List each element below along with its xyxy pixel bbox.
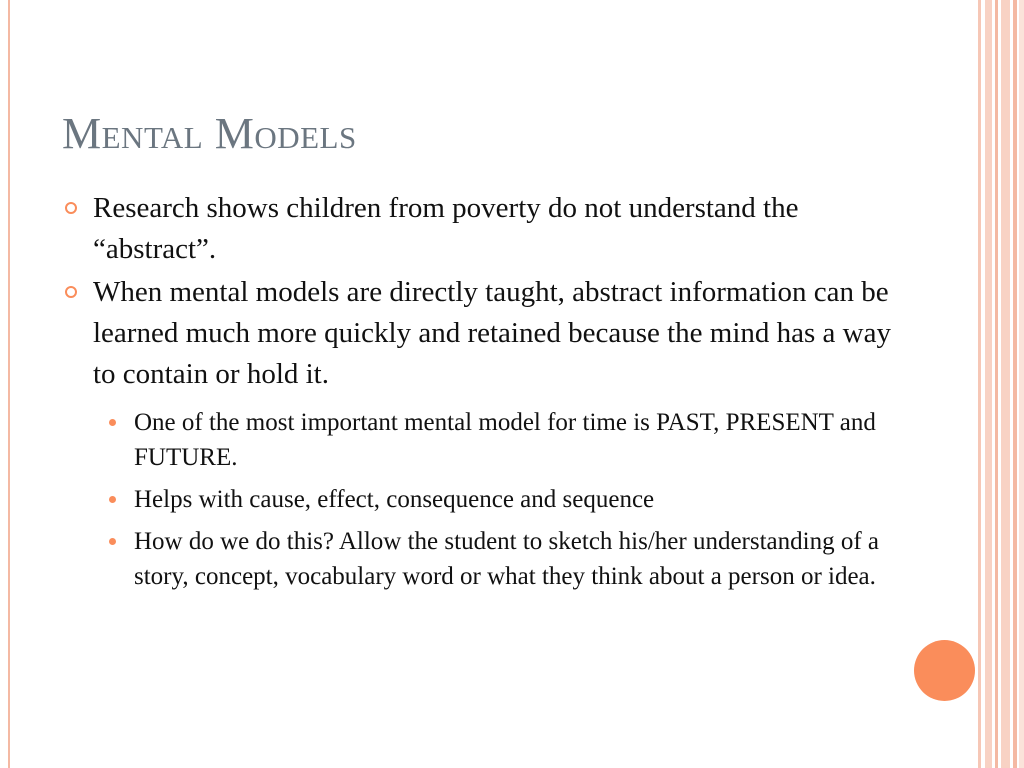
ring-bullet-icon: [65, 202, 77, 214]
right-stripe: [978, 0, 981, 768]
sub-bullet-list: [64, 405, 894, 594]
ring-bullet-icon: [65, 286, 77, 298]
decorative-circle: [914, 640, 975, 701]
sub-bullet-item: [64, 524, 894, 594]
slide-content: [64, 188, 894, 601]
sub-bullet-text: Helps with cause, effect, consequence and sequence: [134, 486, 655, 513]
slide-title: Mental Models: [62, 109, 357, 158]
bullet-text: When mental models are directly taught, abstract information can be learned much more quickly and retained because the mind has a way to contain or hold it.: [93, 276, 891, 390]
bullet-item: [64, 188, 894, 270]
right-stripe: [995, 0, 998, 768]
sub-bullet-item: [64, 405, 894, 475]
dot-bullet-icon: [109, 496, 116, 503]
bullet-item: [64, 272, 894, 395]
right-stripe: [1019, 0, 1024, 768]
sub-bullet-text: One of the most important mental model for time is PAST, PRESENT and FUTURE.: [134, 409, 876, 471]
bullet-text: Research shows children from poverty do not understand the “abstract”.: [93, 192, 799, 265]
right-stripe: [1001, 0, 1010, 768]
left-border-line: [8, 0, 10, 768]
sub-bullet-text: How do we do this? Allow the student to sketch his/her understanding of a story, concept, vocabulary word or what they think about a person or idea.: [134, 528, 880, 590]
sub-bullet-item: [64, 482, 894, 517]
dot-bullet-icon: [109, 538, 116, 545]
dot-bullet-icon: [109, 419, 116, 426]
right-stripe: [1013, 0, 1017, 768]
right-stripe: [985, 0, 992, 768]
